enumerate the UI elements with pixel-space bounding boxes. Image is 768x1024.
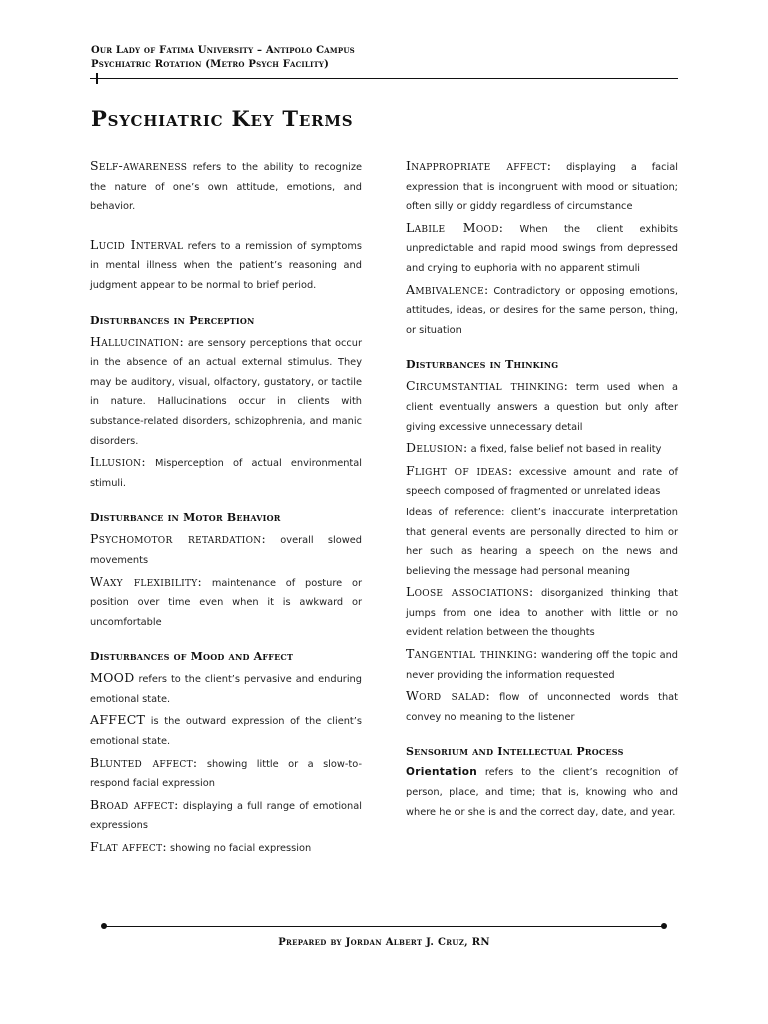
term-label: Flight of ideas: (406, 462, 513, 478)
entry-broad-affect (90, 795, 362, 836)
term-definition: wandering off the topic and never providing the information requested (406, 650, 678, 681)
entry-flight-of-ideas (406, 461, 678, 502)
term-label: MOOD (90, 670, 135, 686)
term-definition: refers to a remission of symptoms in mental illness when the patient’s reasoning and judgment appear to be normal to brief period. (90, 240, 362, 291)
term-label: Delusion: (406, 440, 468, 456)
entry-hallucination (90, 332, 362, 452)
term-definition: flow of unconnected words that convey no meaning to the listener (406, 692, 678, 723)
term-label: Waxy flexibility: (90, 573, 203, 589)
term-label: Self-awareness (90, 158, 188, 173)
term-definition: maintenance of posture or position over time even when it is awkward or uncomfortable (90, 577, 362, 628)
header-rotation: Psychiatric Rotation (Metro Psych Facility) (91, 59, 330, 70)
section-heading-mood: Disturbances of Mood and Affect (90, 650, 294, 664)
header-divider (90, 78, 678, 79)
footer-divider (104, 926, 664, 927)
entry-circumstantial (406, 376, 678, 437)
term-label: Ambivalence: (406, 281, 489, 297)
section-heading-thinking: Disturbances in Thinking (406, 358, 559, 372)
term-label: Tangential thinking: (406, 646, 538, 662)
term-label: Blunted affect: (90, 754, 198, 770)
entry-labile-mood (406, 218, 678, 279)
term-label: AFFECT (90, 712, 146, 728)
entry-self-awareness (90, 156, 362, 217)
page-title: Psychiatric Key Terms (91, 106, 354, 131)
section-heading-motor: Disturbance in Motor Behavior (90, 511, 281, 525)
section-heading-perception: Disturbances in Perception (90, 313, 255, 327)
term-definition: refers to the client’s recognition of person, place, and time; that is, knowing who and where he or she is and the correct day, date, and year. (406, 767, 678, 818)
entry-inappropriate-affect (406, 156, 678, 217)
term-label: Hallucination: (90, 333, 184, 349)
entry-waxy-flexibility (90, 572, 362, 633)
term-definition: a fixed, false belief not based in reality (467, 444, 662, 456)
footer-credit: Prepared by Jordan Albert J. Cruz, RN (278, 937, 490, 948)
entry-affect (90, 710, 362, 751)
entry-orientation (406, 763, 678, 822)
term-definition: refers to the ability to recognize the nature of one’s own attitude, emotions, and behavior. (90, 162, 362, 213)
divider-dot (101, 923, 107, 929)
divider-tick (96, 73, 98, 84)
entry-tangential (406, 644, 678, 685)
term-label: Orientation (406, 766, 478, 779)
term-definition: excessive amount and rate of speech composed of fragmented or unrelated ideas (406, 466, 678, 498)
entry-delusion (406, 438, 678, 460)
header-institution: Our Lady of Fatima University – Antipolo Campus (91, 45, 355, 56)
entry-ideas-of-reference: Ideas of reference: client’s inaccurate interpretation that general events are personally directed to him or her such as hearing a speech on the news and believing the message had personal meaning (406, 506, 678, 577)
entry-psychomotor (90, 529, 362, 570)
left-column (90, 156, 362, 860)
term-label: Broad affect: (90, 796, 179, 812)
term-definition: disorganized thinking that jumps from one idea to another with little or no evident relation between the thoughts (406, 588, 678, 639)
term-definition: Misperception of actual environmental stimuli. (90, 458, 362, 489)
term-label: Lucid Interval (90, 236, 184, 252)
divider-dot (661, 923, 667, 929)
term-definition: When the client exhibits unpredictable and rapid mood swings from depressed and crying to euphoria with no apparent stimuli (406, 223, 678, 274)
term-definition: displaying a full range of emotional expressions (90, 800, 362, 832)
term-definition: Contradictory or opposing emotions, attitudes, ideas, or desires for the same person, thing, or situation (406, 285, 678, 336)
term-label: Circumstantial thinking: (406, 378, 569, 394)
term-definition: are sensory perceptions that occur in the absence of an actual external stimulus. They may be auditory, visual, olfactory, gustatory, or tactile in nature. Hallucinations occur in clients with substance-related disorders, schizophrenia, and manic disorders. (90, 337, 362, 447)
term-definition: showing little or a slow-to-respond facial expression (90, 758, 362, 790)
entry-illusion (90, 452, 362, 493)
term-definition: showing no facial expression (166, 843, 312, 855)
entry-lucid-interval (90, 235, 362, 296)
entry-word-salad (406, 686, 678, 727)
term-label: Word salad: (406, 688, 491, 704)
document-header (91, 44, 691, 72)
term-definition: overall slowed movements (90, 535, 362, 566)
term-label: Inappropriate affect: (406, 158, 552, 173)
entry-mood (90, 668, 362, 709)
entry-flat-affect (90, 837, 362, 859)
term-definition: displaying a facial expression that is incongruent with mood or situation; often silly or giddy regardless of circumstance (406, 162, 678, 213)
term-label: Flat affect: (90, 839, 167, 855)
term-definition: is the outward expression of the client’s emotional state. (90, 716, 362, 748)
entry-ambivalence (406, 280, 678, 341)
right-column (406, 156, 678, 823)
term-definition: refers to the client’s pervasive and enduring emotional state. (90, 674, 362, 705)
term-definition: term used when a client eventually answers a question but only after giving excessive unnecessary detail (406, 382, 678, 433)
entry-loose-associations (406, 582, 678, 643)
term-label: Illusion: (90, 454, 146, 470)
term-label: Loose associations: (406, 584, 534, 600)
term-label: Psychomotor retardation: (90, 531, 266, 547)
section-heading-sensorium: Sensorium and Intellectual Process (406, 745, 624, 759)
entry-blunted-affect (90, 753, 362, 794)
term-label: Labile Mood: (406, 219, 504, 235)
